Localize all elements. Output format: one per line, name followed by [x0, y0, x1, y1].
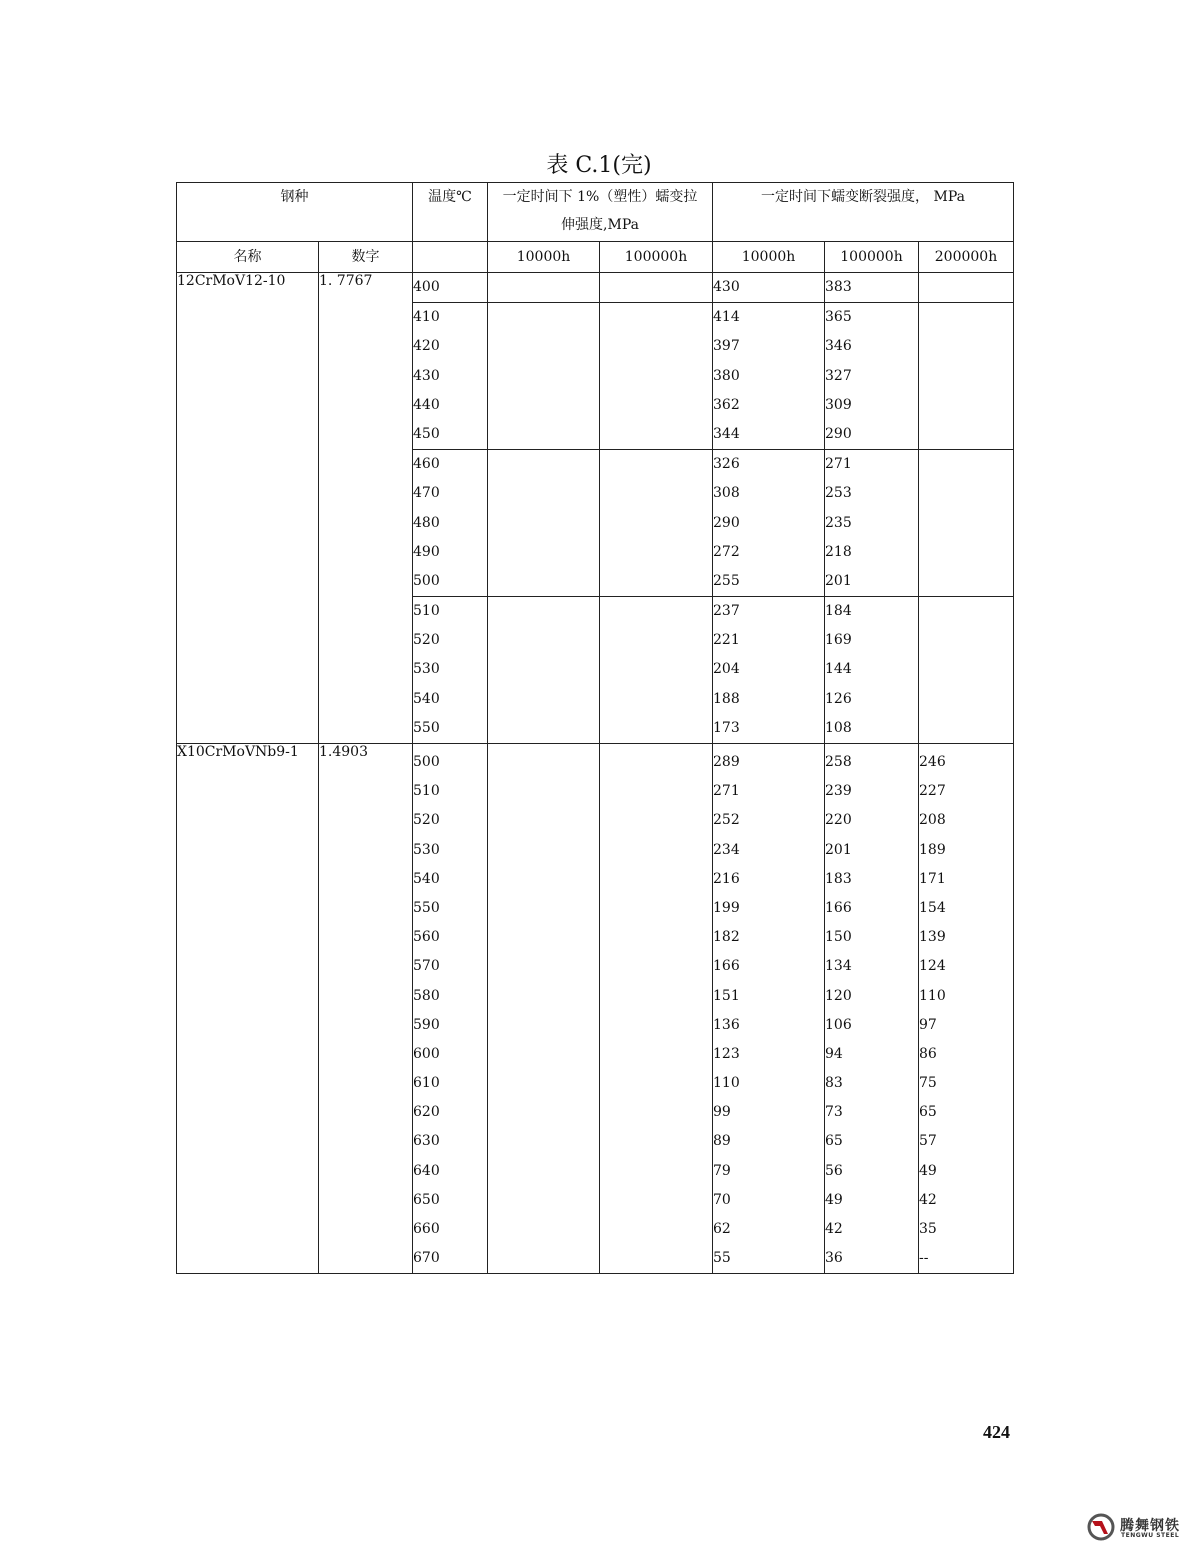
cell-value [488, 1011, 599, 1040]
header-rs-200000h: 200000h [919, 242, 1014, 273]
cell-value [488, 1157, 599, 1186]
cell-value: 550 [413, 899, 440, 916]
cell-value: 35 [919, 1221, 937, 1237]
cell-creep-10000h [488, 303, 600, 450]
cell-creep-100000h [600, 450, 713, 597]
cell-temperature [413, 273, 488, 303]
header-rupture-strength: 一定时间下蠕变断裂强度， MPa [713, 183, 1014, 242]
cell-value: 670 [413, 1250, 440, 1267]
page-number: 424 [983, 1422, 1010, 1442]
cell-value [488, 1244, 599, 1273]
cell-value: 530 [413, 841, 440, 858]
cell-value: 380 [713, 367, 740, 384]
cell-value: 208 [919, 812, 946, 829]
cell-value: 450 [413, 425, 440, 442]
cell-value [600, 303, 712, 332]
cell-value: 500 [413, 572, 440, 589]
cell-value: 166 [713, 958, 740, 975]
cell-value: 49 [825, 1191, 843, 1208]
cell-value [600, 332, 712, 361]
cell-value: 144 [825, 661, 852, 678]
header-temperature-unit [413, 242, 488, 273]
steel-number: 1.4903 [319, 744, 413, 1274]
cell-value [600, 597, 712, 626]
cell-value: 630 [413, 1133, 440, 1150]
cell-value: 430 [713, 279, 740, 295]
cell-value [488, 982, 599, 1011]
cell-temperature [413, 450, 488, 597]
creep-strength-table [176, 182, 1014, 1274]
cell-value: 151 [713, 987, 740, 1004]
cell-value [600, 982, 712, 1011]
cell-value: 49 [919, 1162, 937, 1179]
cell-value: 173 [713, 719, 740, 736]
cell-value [488, 626, 599, 655]
cell-rupture-10000h [713, 744, 825, 1274]
cell-value [600, 655, 712, 684]
cell-creep-100000h [600, 597, 713, 744]
cell-value: 199 [713, 899, 740, 916]
cell-value [600, 362, 712, 391]
cell-rupture-200000h [919, 303, 1014, 450]
cell-creep-100000h [600, 303, 713, 450]
cell-value: 183 [825, 870, 852, 887]
cell-value: 42 [919, 1191, 937, 1208]
cell-value: 500 [413, 754, 440, 770]
cell-value [488, 597, 599, 626]
cell-value [600, 509, 712, 538]
cell-value: 154 [919, 899, 946, 916]
cell-value [600, 836, 712, 865]
cell-value [600, 777, 712, 806]
cell-value: 42 [825, 1221, 843, 1237]
cell-value: 120 [825, 987, 852, 1004]
logo-brand-cn: 腾舞钢铁 [1120, 1518, 1180, 1534]
cell-value: 271 [825, 456, 852, 473]
cell-value [600, 806, 712, 835]
cell-value: 94 [825, 1045, 843, 1062]
cell-rupture-10000h [713, 303, 825, 450]
cell-rupture-100000h [825, 303, 919, 450]
cell-value [488, 952, 599, 981]
steel-number: 1. 7767 [319, 273, 413, 744]
cell-value [600, 894, 712, 923]
cell-temperature [413, 597, 488, 744]
cell-value: 246 [919, 754, 946, 770]
cell-value: 65 [919, 1104, 937, 1121]
cell-value [919, 450, 1013, 479]
cell-value [600, 923, 712, 952]
cell-value: 530 [413, 661, 440, 678]
cell-value [600, 1127, 712, 1156]
cell-value [488, 806, 599, 835]
header-number: 数字 [319, 242, 413, 273]
cell-value: 123 [713, 1045, 740, 1062]
cell-value [488, 479, 599, 508]
cell-value [488, 865, 599, 894]
cell-value [919, 685, 1013, 714]
cell-value: 271 [713, 783, 740, 800]
cell-value: 182 [713, 929, 740, 946]
cell-value: 237 [713, 603, 740, 620]
cell-value: 410 [413, 309, 440, 326]
cell-value: 184 [825, 603, 852, 620]
cell-value: 309 [825, 396, 852, 413]
cell-value: 510 [413, 783, 440, 800]
cell-value: 201 [825, 841, 852, 858]
cell-value [488, 1215, 599, 1244]
cell-value: 490 [413, 543, 440, 560]
cell-rupture-10000h [713, 450, 825, 597]
cell-value [488, 362, 599, 391]
cell-value: 480 [413, 514, 440, 531]
cell-value: 346 [825, 338, 852, 355]
cell-creep-10000h [488, 273, 600, 303]
cell-value: 110 [919, 987, 946, 1004]
cell-value: 570 [413, 958, 440, 975]
cell-value: 344 [713, 425, 740, 442]
header-rs-10000h: 10000h [713, 242, 825, 273]
cell-value: 550 [413, 719, 440, 736]
header-temperature: 温度℃ [413, 183, 488, 242]
cell-value: 169 [825, 632, 852, 649]
cell-value: 239 [825, 783, 852, 800]
steel-name: X10CrMoVNb9-1 [177, 744, 319, 1274]
cell-rupture-100000h [825, 744, 919, 1274]
cell-value: 110 [713, 1075, 740, 1092]
cell-value [919, 567, 1013, 596]
cell-value: 600 [413, 1045, 440, 1062]
cell-value [600, 450, 712, 479]
cell-value: -- [919, 1250, 929, 1267]
cell-value: 470 [413, 485, 440, 502]
cell-creep-10000h [488, 450, 600, 597]
cell-value: 79 [713, 1162, 731, 1179]
cell-value [600, 1011, 712, 1040]
cell-value [919, 655, 1013, 684]
cell-value: 620 [413, 1104, 440, 1121]
cell-value [600, 1157, 712, 1186]
cell-value [919, 509, 1013, 538]
cell-value [919, 479, 1013, 508]
cell-value [600, 1040, 712, 1069]
cell-value [488, 748, 599, 777]
cell-value [488, 391, 599, 420]
cell-value: 126 [825, 690, 852, 707]
cell-rupture-10000h [713, 273, 825, 303]
table-row [177, 744, 1014, 1274]
cell-value [488, 1069, 599, 1098]
cell-value [919, 332, 1013, 361]
cell-creep-10000h [488, 744, 600, 1274]
cell-value [600, 626, 712, 655]
table-body [177, 273, 1014, 1274]
cell-value: 75 [919, 1075, 937, 1092]
cell-value: 99 [713, 1104, 731, 1121]
cell-rupture-100000h [825, 273, 919, 303]
brand-logo [1086, 1512, 1190, 1542]
cell-value [488, 273, 599, 302]
cell-value: 400 [413, 279, 440, 295]
cell-value: 150 [825, 929, 852, 946]
cell-value [488, 420, 599, 449]
cell-value [600, 714, 712, 743]
cell-creep-10000h [488, 597, 600, 744]
cell-value: 56 [825, 1162, 843, 1179]
cell-rupture-200000h [919, 450, 1014, 597]
cell-value [488, 509, 599, 538]
cell-value: 189 [919, 841, 946, 858]
cell-value: 86 [919, 1045, 937, 1062]
cell-value: 650 [413, 1191, 440, 1208]
cell-value: 430 [413, 367, 440, 384]
cell-value: 560 [413, 929, 440, 946]
cell-value: 258 [825, 754, 852, 770]
cell-value: 460 [413, 456, 440, 473]
cell-value [600, 479, 712, 508]
cell-value: 73 [825, 1104, 843, 1121]
cell-value: 289 [713, 754, 740, 770]
tengwu-logo-icon [1086, 1512, 1118, 1542]
cell-value [600, 865, 712, 894]
cell-value [919, 391, 1013, 420]
cell-value: 414 [713, 309, 740, 326]
cell-value [919, 626, 1013, 655]
cell-value [488, 923, 599, 952]
cell-value [600, 1069, 712, 1098]
cell-value: 520 [413, 812, 440, 829]
cell-value [488, 836, 599, 865]
header-rs-100000h: 100000h [825, 242, 919, 273]
cell-value: 520 [413, 632, 440, 649]
cell-value: 57 [919, 1133, 937, 1150]
cell-value [488, 1186, 599, 1215]
cell-value [488, 538, 599, 567]
cell-value: 397 [713, 338, 740, 355]
cell-rupture-100000h [825, 597, 919, 744]
cell-value: 221 [713, 632, 740, 649]
cell-creep-100000h [600, 744, 713, 1274]
cell-value: 365 [825, 309, 852, 326]
cell-value [488, 655, 599, 684]
cell-value: 65 [825, 1133, 843, 1150]
cell-value [919, 420, 1013, 449]
cell-value [919, 597, 1013, 626]
cell-value: 55 [713, 1250, 731, 1267]
cell-value: 420 [413, 338, 440, 355]
cell-value: 139 [919, 929, 946, 946]
cell-value [600, 1244, 712, 1273]
cell-value: 540 [413, 690, 440, 707]
cell-temperature [413, 303, 488, 450]
cell-value: 580 [413, 987, 440, 1004]
cell-value: 83 [825, 1075, 843, 1092]
cell-value: 253 [825, 485, 852, 502]
cell-value: 106 [825, 1016, 852, 1033]
cell-value [488, 685, 599, 714]
cell-value [488, 567, 599, 596]
cell-value: 540 [413, 870, 440, 887]
cell-value: 290 [713, 514, 740, 531]
cell-value: 383 [825, 279, 852, 295]
cell-value: 124 [919, 958, 946, 975]
cell-value: 188 [713, 690, 740, 707]
header-cs-10000h: 10000h [488, 242, 600, 273]
cell-rupture-200000h [919, 273, 1014, 303]
header-name: 名称 [177, 242, 319, 273]
cell-value [488, 894, 599, 923]
cell-value [600, 567, 712, 596]
cell-value: 36 [825, 1250, 843, 1267]
cell-value: 590 [413, 1016, 440, 1033]
cell-value: 134 [825, 958, 852, 975]
cell-value: 440 [413, 396, 440, 413]
cell-value: 235 [825, 514, 852, 531]
cell-value: 326 [713, 456, 740, 473]
header-steel-grade: 钢种 [177, 183, 413, 242]
cell-value [600, 685, 712, 714]
cell-value: 204 [713, 661, 740, 678]
cell-value: 362 [713, 396, 740, 413]
cell-value: 218 [825, 543, 852, 560]
steel-name: 12CrMoV12-10 [177, 273, 319, 744]
cell-value: 97 [919, 1016, 937, 1033]
cell-value [600, 748, 712, 777]
cell-creep-100000h [600, 273, 713, 303]
cell-value [919, 714, 1013, 743]
cell-rupture-200000h [919, 744, 1014, 1274]
table-caption: 表 C.1(完) [546, 153, 652, 178]
cell-value: 89 [713, 1133, 731, 1150]
cell-value [919, 538, 1013, 567]
logo-brand-en: TENGWU STEEL [1121, 1532, 1180, 1539]
cell-rupture-10000h [713, 597, 825, 744]
cell-value: 640 [413, 1162, 440, 1179]
cell-rupture-100000h [825, 450, 919, 597]
header-creep-strength: 一定时间下 1%（塑性）蠕变拉伸强度,MPa [488, 183, 713, 242]
cell-value: 220 [825, 812, 852, 829]
cell-value [488, 1098, 599, 1127]
cell-value [488, 332, 599, 361]
cell-value: 234 [713, 841, 740, 858]
cell-value [600, 1186, 712, 1215]
cell-value: 171 [919, 870, 946, 887]
cell-value: 308 [713, 485, 740, 502]
cell-value [488, 450, 599, 479]
cell-value [488, 303, 599, 332]
header-cs-100000h: 100000h [600, 242, 713, 273]
cell-value: 510 [413, 603, 440, 620]
cell-value [919, 303, 1013, 332]
table-row [177, 273, 1014, 303]
cell-value [488, 777, 599, 806]
cell-value: 660 [413, 1221, 440, 1237]
cell-value [600, 1215, 712, 1244]
cell-value [600, 420, 712, 449]
cell-temperature [413, 744, 488, 1274]
cell-value: 108 [825, 719, 852, 736]
cell-value: 136 [713, 1016, 740, 1033]
cell-value: 255 [713, 572, 740, 589]
cell-value: 290 [825, 425, 852, 442]
cell-value: 327 [825, 367, 852, 384]
cell-value [600, 391, 712, 420]
cell-value: 70 [713, 1191, 731, 1208]
cell-value: 201 [825, 572, 852, 589]
cell-value [488, 1040, 599, 1069]
cell-value: 216 [713, 870, 740, 887]
cell-value [600, 1098, 712, 1127]
cell-value [600, 538, 712, 567]
cell-value: 272 [713, 543, 740, 560]
cell-value [919, 362, 1013, 391]
cell-value [600, 952, 712, 981]
cell-value: 227 [919, 783, 946, 800]
cell-value: 166 [825, 899, 852, 916]
cell-value [919, 273, 1013, 302]
cell-value [488, 714, 599, 743]
cell-value: 610 [413, 1075, 440, 1092]
cell-value [488, 1127, 599, 1156]
cell-value: 62 [713, 1221, 731, 1237]
cell-value [600, 273, 712, 302]
cell-value: 252 [713, 812, 740, 829]
cell-rupture-200000h [919, 597, 1014, 744]
